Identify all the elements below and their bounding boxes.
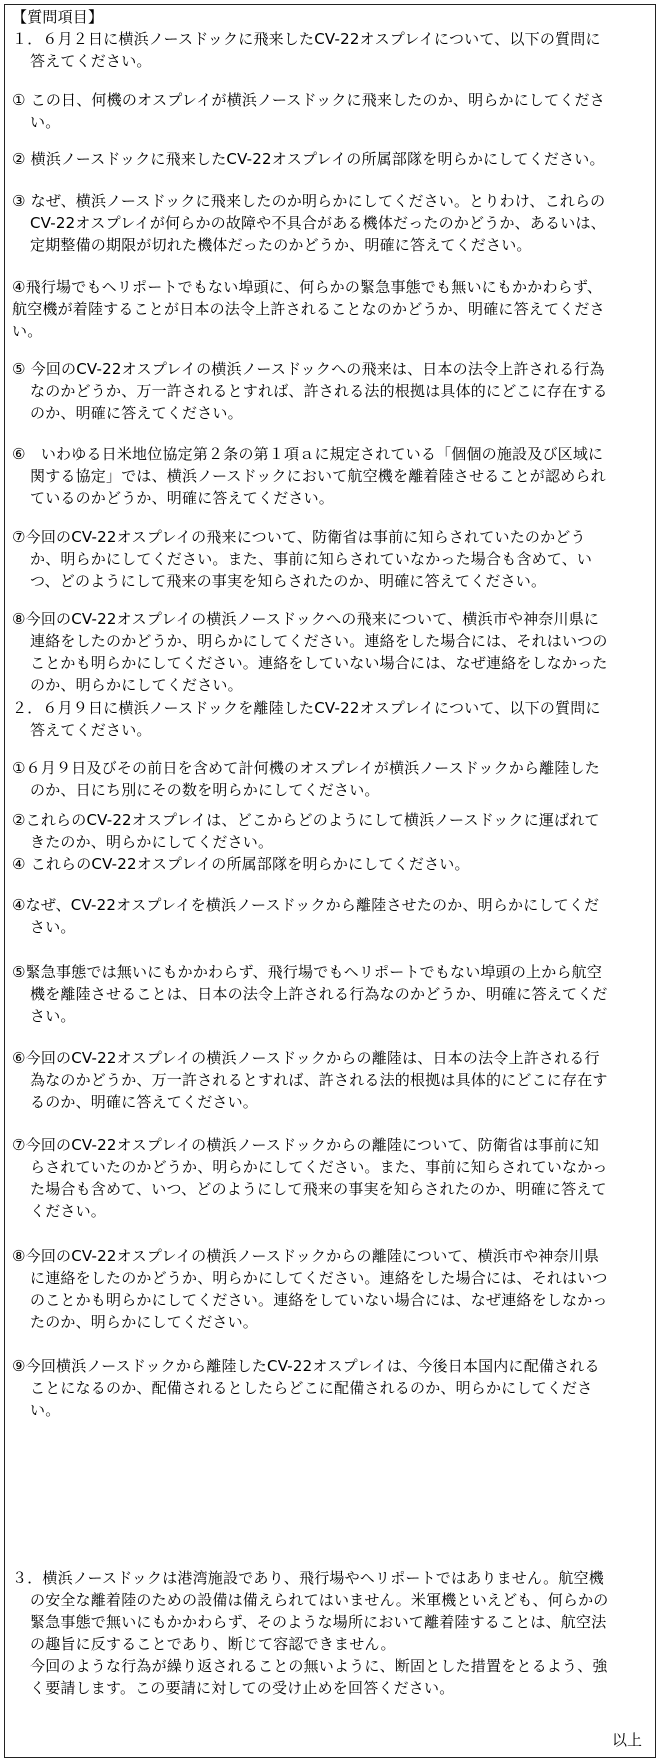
section1-item6-line: ⑥ いわゆる日米地位協定第２条の第１項ａに規定されている「個個の施設及び区域に bbox=[12, 445, 604, 463]
section1-item8-line: ことかも明らかにしてください。連絡をしていない場合には、なぜ連絡をしなかった bbox=[30, 654, 608, 672]
section2-item1-line: のか、日にち別にその数を明らかにしてください。 bbox=[30, 781, 380, 799]
section1-item8-line: のか、明らかにしてください。 bbox=[30, 676, 243, 694]
section3-line: 今回のような行為が繰り返されることの無いように、断固とした措置をとるよう、強 bbox=[30, 1657, 608, 1675]
section3-line: の趣旨に反することであり、断じて容認できません。 bbox=[30, 1635, 396, 1653]
section2-item2-line: きたのか、明らかにしてください。 bbox=[30, 833, 274, 851]
section1-intro-line: 答えてください。 bbox=[30, 52, 152, 70]
section2-item5-line: ⑤緊急事態では無いにもかかわらず、飛行場でもヘリポートでもない埠頭の上から航空 bbox=[12, 963, 603, 981]
section2-item8-line: に連絡をしたのかどうか、明らかにしてください。連絡をした場合には、それはいつ bbox=[30, 1269, 608, 1287]
section2-item8-line: ⑧今回のCV-22オスプレイの横浜ノースドックからの離陸について、横浜市や神奈川県 bbox=[12, 1247, 600, 1265]
section1-item4-line: ④飛行場でもヘリポートでもない埠頭に、何らかの緊急事態でも無いにもかかわらず、 bbox=[12, 278, 603, 296]
section1-item3-line: 定期整備の期限が切れた機体だったのかどうか、明確に答えてください。 bbox=[30, 236, 532, 254]
section2-item6-line: 為なのかどうか、万一許されるとすれば、許される法的根拠は具体的にどこに存在す bbox=[30, 1071, 608, 1089]
section1-item5-line: ⑤ 今回のCV-22オスプレイの横浜ノースドックへの飛来は、日本の法令上許される行為 bbox=[12, 360, 605, 378]
section2-item4-line: さい。 bbox=[30, 918, 76, 936]
section2-intro-line: ２．６月９日に横浜ノースドックを離陸したCV-22オスプレイについて、以下の質問に bbox=[12, 699, 601, 717]
section1-item2-line: ② 横浜ノースドックに飛来したCV-22オスプレイの所属部隊を明らかにしてください。 bbox=[12, 150, 605, 168]
section2-item9-line: ⑨今回横浜ノースドックから離陸したCV-22オスプレイは、今後日本国内に配備される bbox=[12, 1357, 600, 1375]
closing-mark: 以上 bbox=[611, 1731, 642, 1749]
section2-item4-line: ④なぜ、CV-22オスプレイを横浜ノースドックから離陸させたのか、明らかにしてくだ bbox=[12, 896, 600, 914]
section2-item2-line: ②これらのCV-22オスプレイは、どこからどのようにして横浜ノースドックに運ばれて bbox=[12, 811, 600, 829]
section1-item7-line: か、明らかにしてください。また、事前に知らされていなかった場合も含めて、い bbox=[30, 550, 593, 568]
document-heading: 【質問項目】 bbox=[12, 8, 104, 26]
section1-item8-line: ⑧今回のCV-22オスプレイの横浜ノースドックへの飛来について、横浜市や神奈川県に bbox=[12, 610, 600, 628]
section1-item5-line: なのかどうか、万一許されるとすれば、許される法的根拠は具体的にどこに存在する bbox=[30, 382, 608, 400]
section1-intro-line: １．６月２日に横浜ノースドックに飛来したCV-22オスプレイについて、以下の質問に bbox=[12, 30, 601, 48]
section2-intro-line: 答えてください。 bbox=[30, 721, 152, 739]
section1-item6-line: 関する協定」では、横浜ノースドックにおいて航空機を離着陸させることが認められ bbox=[30, 467, 606, 485]
section2-item7-line: ⑦今回のCV-22オスプレイの横浜ノースドックからの離陸について、防衛省は事前に知 bbox=[12, 1136, 600, 1154]
section3-line: ３．横浜ノースドックは港湾施設であり、飛行場やヘリポートではありません。航空機 bbox=[12, 1569, 604, 1587]
section1-item4-line: 航空機が着陸することが日本の法令上許されることなのかどうか、明確に答えてくださ bbox=[12, 300, 605, 318]
section2-item5-line: さい。 bbox=[30, 1007, 76, 1025]
section1-item8-line: 連絡をしたのかどうか、明らかにしてください。連絡をした場合には、それはいつの bbox=[30, 632, 608, 650]
section2-item3-line: ④ これらのCV-22オスプレイの所属部隊を明らかにしてください。 bbox=[12, 855, 470, 873]
section1-item7-line: ⑦今回のCV-22オスプレイの飛来について、防衛省は事前に知らされていたのかどう bbox=[12, 528, 586, 546]
section2-item5-line: 機を離陸させることは、日本の法令上許される行為なのかどうか、明確に答えてくだ bbox=[30, 985, 608, 1003]
section3-line: の安全な離着陸のための設備は備えられてはいません。米軍機といえども、何らかの bbox=[30, 1591, 609, 1609]
section1-item4-line: い。 bbox=[12, 322, 43, 340]
section3-line: 緊急事態で無いにもかかわらず、そのような場所において離着陸することは、航空法 bbox=[30, 1613, 607, 1631]
section2-item8-line: のことかも明らかにしてください。連絡をしていない場合には、なぜ連絡をしなかっ bbox=[30, 1291, 608, 1309]
section2-item9-line: い。 bbox=[30, 1401, 61, 1419]
section2-item6-line: ⑥今回のCV-22オスプレイの横浜ノースドックからの離陸は、日本の法令上許される行 bbox=[12, 1049, 600, 1067]
section1-item1-line: い。 bbox=[30, 113, 61, 131]
section1-item1-line: ① この日、何機のオスプレイが横浜ノースドックに飛来したのか、明らかにしてくださ bbox=[12, 91, 605, 109]
section2-item8-line: たのか、明らかにしてください。 bbox=[30, 1313, 259, 1331]
section2-item9-line: ことになるのか、配備されるとしたらどこに配備されるのか、明らかにしてくださ bbox=[30, 1379, 593, 1397]
section2-item1-line: ①６月９日及びその前日を含めて計何機のオスプレイが横浜ノースドックから離陸した bbox=[12, 759, 600, 777]
section1-item3-line: CV-22オスプレイが何らかの故障や不具合がある機体だったのかどうか、あるいは、 bbox=[30, 214, 606, 232]
section2-item7-line: た場合も含めて、いつ、どのようにして飛来の事実を知らされたのか、明確に答えて bbox=[30, 1180, 607, 1198]
section1-item3-line: ③ なぜ、横浜ノースドックに飛来したのか明らかにしてください。とりわけ、これらの bbox=[12, 192, 606, 210]
section2-item7-line: らされていたのかどうか、明らかにしてください。また、事前に知らされていなかっ bbox=[30, 1158, 608, 1176]
section1-item7-line: つ、どのようにして飛来の事実を知らされたのか、明確に答えてください。 bbox=[30, 572, 547, 590]
section3-line: く要請します。この要請に対しての受け止めを回答ください。 bbox=[30, 1679, 455, 1697]
section2-item6-line: るのか、明確に答えてください。 bbox=[30, 1093, 259, 1111]
section1-item5-line: のか、明確に答えてください。 bbox=[30, 404, 243, 422]
document-frame bbox=[4, 4, 656, 1758]
section1-item6-line: ているのかどうか、明確に答えてください。 bbox=[30, 489, 335, 507]
section2-item7-line: ください。 bbox=[30, 1202, 107, 1220]
